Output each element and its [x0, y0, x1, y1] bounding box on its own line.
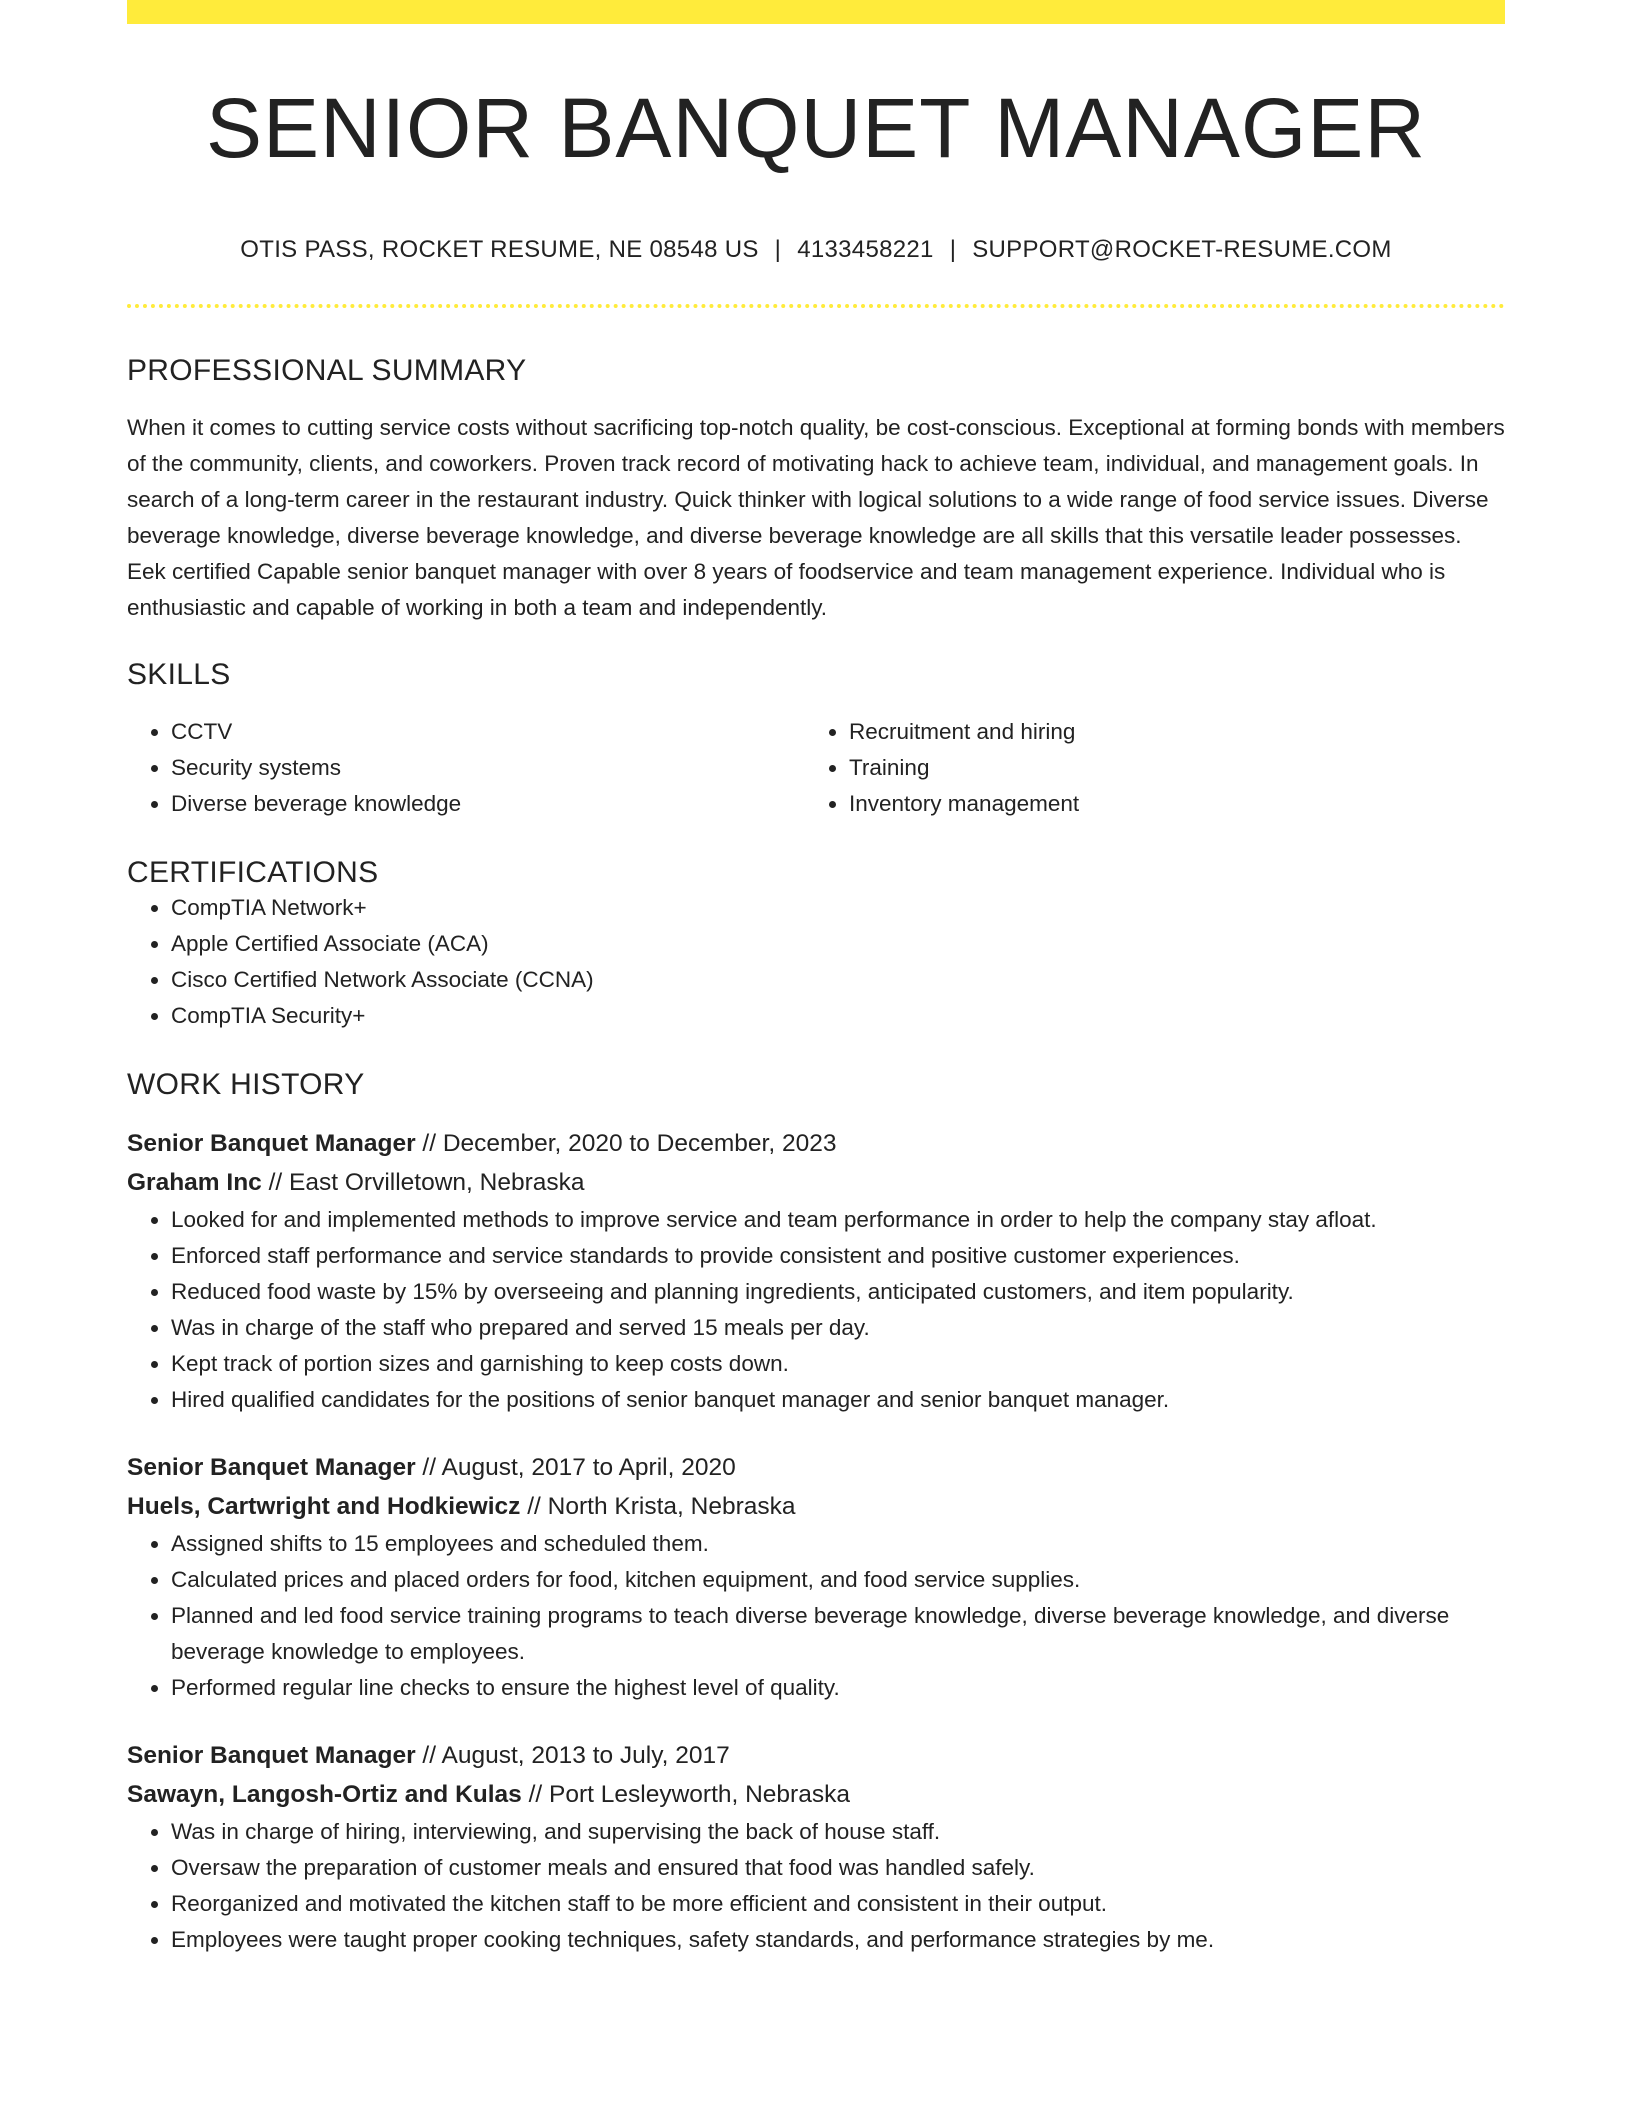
job-company: Sawayn, Langosh-Ortiz and Kulas	[127, 1781, 522, 1808]
job-bullets	[127, 1814, 1505, 1958]
list-item: • Reorganized and motivated the kitchen staff to be more efficient and consistent in their output.	[171, 1886, 1505, 1922]
list-item: • Was in charge of hiring, interviewing, and supervising the back of house staff.	[171, 1814, 1505, 1850]
resume-page	[127, 0, 1505, 2112]
resume-title: SENIOR BANQUET MANAGER	[206, 81, 1426, 175]
summary-heading: PROFESSIONAL SUMMARY	[127, 354, 527, 387]
list-item: • Training	[849, 750, 1483, 786]
skills-column-left	[127, 714, 805, 822]
certifications-section	[127, 856, 1505, 1034]
job-title: Senior Banquet Manager	[127, 1454, 416, 1481]
list-item: • Kept track of portion sizes and garnishing to keep costs down.	[171, 1346, 1505, 1382]
contact-email: SUPPORT@ROCKET-RESUME.COM	[972, 236, 1392, 263]
list-item: • Performed regular line checks to ensure the highest level of quality.	[171, 1670, 1505, 1706]
job-title-line	[127, 1124, 1505, 1163]
job-company-line	[127, 1775, 1505, 1814]
job-entry	[127, 1124, 1505, 1418]
work-history-heading: WORK HISTORY	[127, 1068, 365, 1101]
dotted-divider	[127, 304, 1505, 308]
job-dates: // August, 2013 to July, 2017	[422, 1742, 730, 1769]
list-item: • Assigned shifts to 15 employees and scheduled them.	[171, 1526, 1505, 1562]
list-item: • Planned and led food service training programs to teach diverse beverage knowledge, diverse beverage knowledge, and diverse beverage knowledge to employees.	[171, 1598, 1505, 1670]
contact-line	[127, 236, 1505, 264]
skills-grid	[127, 714, 1505, 822]
job-company: Graham Inc	[127, 1169, 262, 1196]
list-item: • Inventory management	[849, 786, 1483, 822]
list-item: • Looked for and implemented methods to improve service and team performance in order to help the company stay afloat.	[171, 1202, 1505, 1238]
skills-heading: SKILLS	[127, 658, 231, 691]
list-item: • Was in charge of the staff who prepared and served 15 meals per day.	[171, 1310, 1505, 1346]
list-item: • Oversaw the preparation of customer meals and ensured that food was handled safely.	[171, 1850, 1505, 1886]
list-item: • CompTIA Network+	[171, 890, 1505, 926]
job-location: // Port Lesleyworth, Nebraska	[528, 1781, 850, 1808]
list-item: • Employees were taught proper cooking techniques, safety standards, and performance strategies by me.	[171, 1922, 1505, 1958]
list-item: • CCTV	[171, 714, 805, 750]
contact-separator: |	[949, 236, 957, 263]
job-dates: // August, 2017 to April, 2020	[422, 1454, 736, 1481]
job-entry	[127, 1448, 1505, 1706]
list-item: • Security systems	[171, 750, 805, 786]
job-company-line	[127, 1487, 1505, 1526]
list-item: • Hired qualified candidates for the positions of senior banquet manager and senior banquet manager.	[171, 1382, 1505, 1418]
skills-column-right	[805, 714, 1483, 822]
list-item: • Enforced staff performance and service standards to provide consistent and positive customer experiences.	[171, 1238, 1505, 1274]
list-item: • Diverse beverage knowledge	[171, 786, 805, 822]
skills-section	[127, 658, 1505, 822]
skills-list-left	[127, 714, 805, 822]
job-title-line	[127, 1448, 1505, 1487]
summary-section	[127, 354, 1505, 626]
job-title: Senior Banquet Manager	[127, 1130, 416, 1157]
job-title: Senior Banquet Manager	[127, 1742, 416, 1769]
job-location: // North Krista, Nebraska	[527, 1493, 796, 1520]
job-location: // East Orvilletown, Nebraska	[268, 1169, 585, 1196]
list-item: • Recruitment and hiring	[849, 714, 1483, 750]
contact-address: OTIS PASS, ROCKET RESUME, NE 08548 US	[240, 236, 759, 263]
job-entry	[127, 1736, 1505, 1958]
list-item: • Calculated prices and placed orders for food, kitchen equipment, and food service supplies.	[171, 1562, 1505, 1598]
certifications-list	[127, 890, 1505, 1034]
job-company-line	[127, 1163, 1505, 1202]
contact-phone: 4133458221	[797, 236, 934, 263]
job-bullets	[127, 1202, 1505, 1418]
list-item: • CompTIA Security+	[171, 998, 1505, 1034]
contact-separator: |	[774, 236, 782, 263]
list-item: • Apple Certified Associate (ACA)	[171, 926, 1505, 962]
skills-list-right	[805, 714, 1483, 822]
list-item: • Reduced food waste by 15% by overseeing and planning ingredients, anticipated customers, and item popularity.	[171, 1274, 1505, 1310]
certifications-heading: CERTIFICATIONS	[127, 856, 379, 889]
job-company: Huels, Cartwright and Hodkiewicz	[127, 1493, 521, 1520]
job-bullets	[127, 1526, 1505, 1706]
accent-top-bar	[127, 0, 1505, 24]
job-title-line	[127, 1736, 1505, 1775]
list-item: • Cisco Certified Network Associate (CCNA)	[171, 962, 1505, 998]
work-history-section	[127, 1068, 1505, 1958]
job-dates: // December, 2020 to December, 2023	[422, 1130, 837, 1157]
summary-text: When it comes to cutting service costs without sacrificing top-notch quality, be cost-conscious. Exceptional at forming bonds with members of the community, clients, and coworkers. Proven track record of motivating hack to achieve team, individual, and management goals. In search of a long-term career in the restaurant industry. Quick thinker with logical solutions to a wide range of food service issues. Diverse beverage knowledge, diverse beverage knowledge, and diverse beverage knowledge are all skills that this versatile leader possesses. Eek certified Capable senior banquet manager with over 8 years of foodservice and team management experience. Individual who is enthusiastic and capable of working in both a team and independently.	[127, 415, 1505, 620]
